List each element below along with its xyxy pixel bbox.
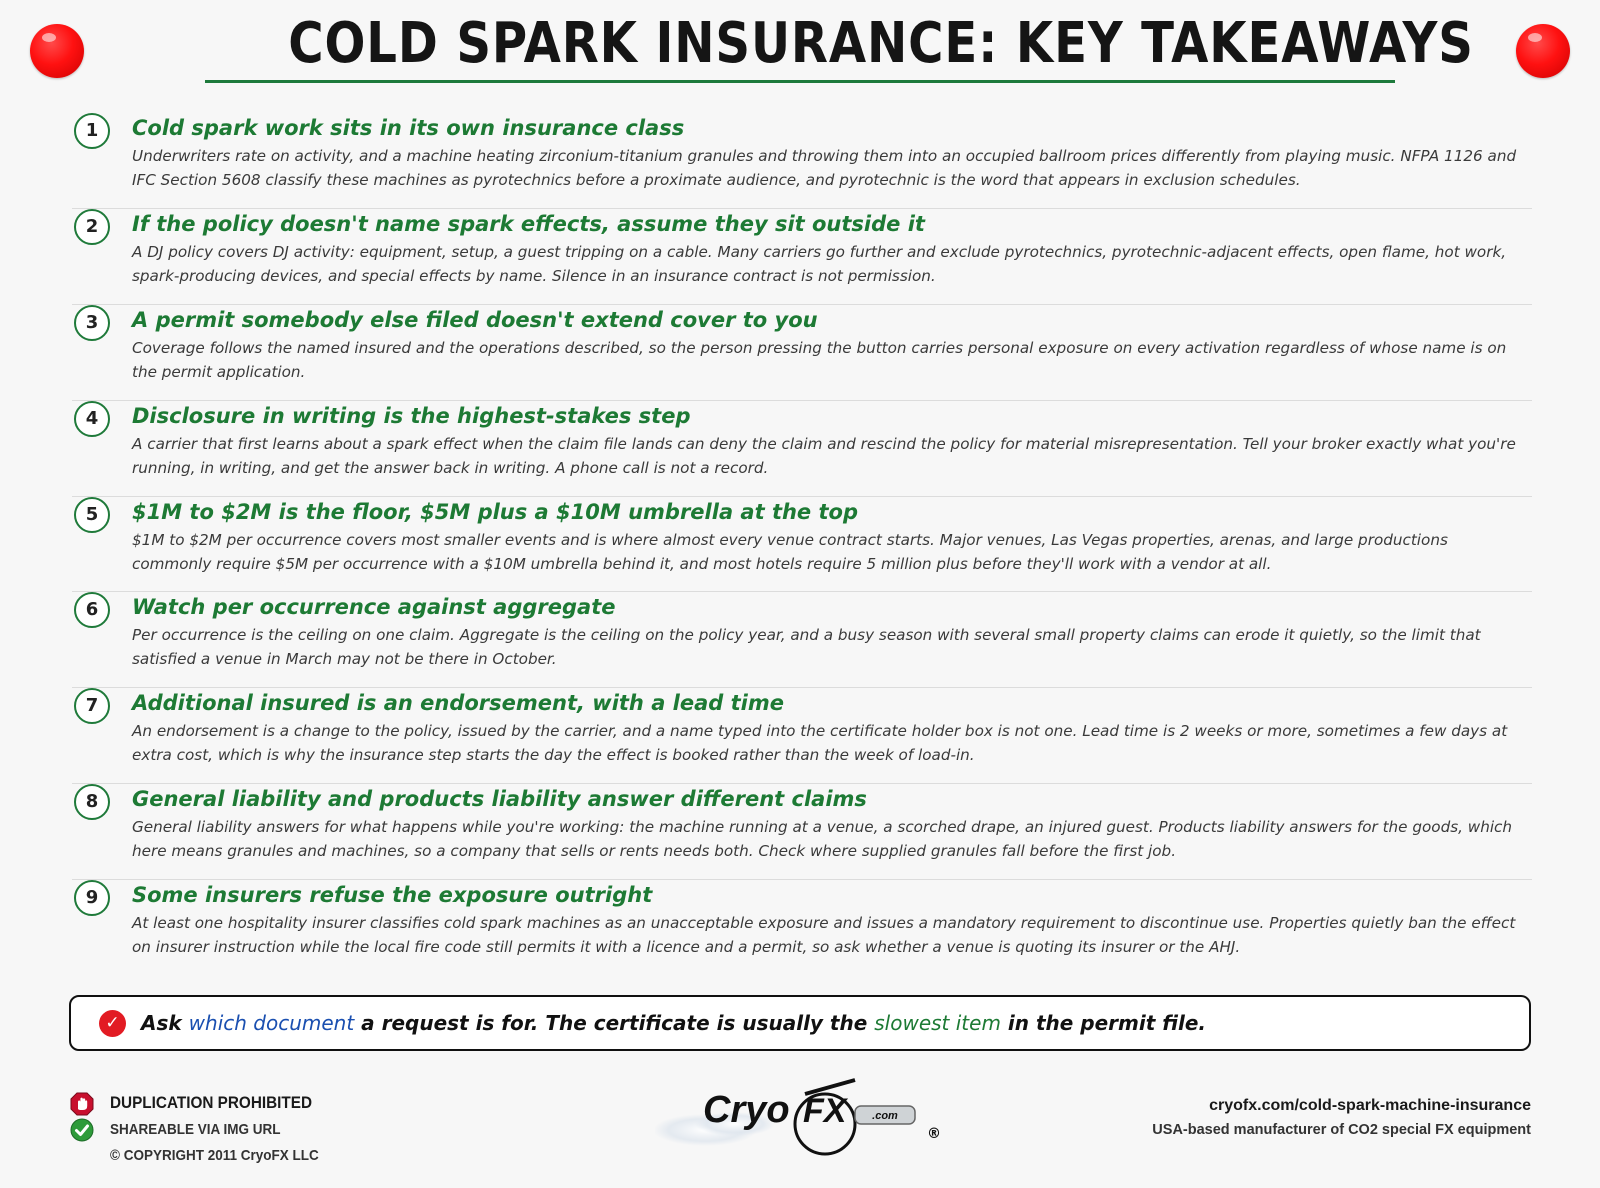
takeaway-body: Per occurrence is the ceiling on one claim. Aggregate is the ceiling on the policy year, and a busy season with several small property claims can erode it quietly, so the limit that satisfied a venue in March may not be there in October. [132, 626, 1481, 669]
logo-com-text: .com [872, 1110, 898, 1122]
callout-part1: Ask [141, 1011, 189, 1035]
takeaway-item [72, 209, 1532, 305]
red-dot-icon-left [30, 24, 84, 78]
takeaway-body: A carrier that first learns about a spark effect when the claim file lands can deny the claim and rescind the policy for material misrepresentation. Tell your broker exactly what you're running, in writing, and get the answer back in writing. A phone call is not a record. [132, 434, 1516, 477]
page-title: COLD SPARK INSURANCE: KEY TAKEAWAYS [288, 11, 1474, 76]
cryofx-logo [655, 1072, 955, 1164]
number-badge: 2 [74, 209, 110, 245]
source-url[interactable]: cryofx.com/cold-spark-machine-insurance [1209, 1097, 1531, 1114]
takeaway-body: A DJ policy covers DJ activity: equipment, setup, a guest tripping on a cable. Many carriers go further and exclude pyrotechnics, pyrotechnic-adjacent effects, open flame, hot work, spark-producing devices, and special effects by name. Silence in an insurance contract is not permission. [132, 242, 1507, 285]
takeaway-title: Cold spark work sits in its own insurance class [132, 116, 685, 140]
takeaway-title: Disclosure in writing is the highest-stakes step [132, 403, 691, 428]
footer-source [1152, 1094, 1531, 1142]
number-badge: 4 [74, 401, 110, 437]
takeaway-item [72, 880, 1532, 976]
number-badge: 1 [74, 113, 110, 149]
takeaway-title: If the policy doesn't name spark effects, assume they sit outside it [132, 211, 925, 236]
takeaway-body: Coverage follows the named insured and the operations described, so the person pressing the button carries personal exposure on every activation regardless of whose name is on the permit application. [132, 338, 1507, 381]
takeaway-item [72, 401, 1532, 497]
logo-fx-text: FX [803, 1092, 847, 1130]
callout-part3: in the permit file. [1000, 1011, 1207, 1035]
takeaway-title: General liability and products liability answer different claims [132, 787, 867, 812]
takeaway-item [72, 784, 1532, 880]
number-badge: 5 [74, 497, 110, 533]
shareable-text: SHAREABLE VIA IMG URL [110, 1121, 281, 1138]
copyright-text: © COPYRIGHT 2011 CryoFX LLC [110, 1147, 319, 1164]
takeaway-body: Underwriters rate on activity, and a machine heating zirconium-titanium granules and throwing them into an occupied ballroom prices differently from playing music. NFPA 1126 and IFC Section 5608 classify these machines as pyrotechnics before a proximate audience, and pyrotechnic is the word that appears in exclusion schedules. [132, 147, 1517, 189]
number-badge: 8 [74, 784, 110, 820]
red-dot-icon-right [1516, 24, 1570, 78]
green-check-icon [70, 1118, 94, 1142]
check-circle-icon: ✓ [99, 1010, 126, 1037]
takeaway-item [72, 113, 1532, 209]
takeaway-body: An endorsement is a change to the policy, issued by the carrier, and a name typed into the certificate holder box is not one. Lead time is 2 weeks or more, sometimes a few days at extra cost, which is why the insurance step starts the day the effect is booked rather than the week of load-in. [132, 722, 1508, 765]
takeaway-item [72, 305, 1532, 401]
takeaway-title: Additional insured is an endorsement, with a lead time [132, 691, 784, 716]
number-badge: 6 [74, 592, 110, 628]
number-badge: 7 [74, 688, 110, 724]
logo-registered-mark: ® [927, 1126, 941, 1142]
takeaway-item [72, 497, 1532, 593]
takeaway-list [72, 113, 1532, 976]
callout-part2: a request is for. The certificate is usually the [354, 1011, 875, 1035]
takeaway-title: A permit somebody else filed doesn't extend cover to you [132, 307, 818, 332]
tip-callout [69, 995, 1531, 1051]
callout-highlight-document: which document [188, 1011, 355, 1035]
callout-highlight-slowest: slowest item [874, 1011, 1001, 1035]
logo-cryo-text: Cryo [703, 1089, 790, 1131]
takeaway-item [72, 688, 1532, 784]
stop-hand-icon [70, 1092, 94, 1116]
callout-text [141, 1008, 1509, 1038]
takeaway-title: Some insurers refuse the exposure outright [132, 883, 653, 908]
takeaway-body: $1M to $2M per occurrence covers most smaller events and is where almost every venue contract starts. Major venues, Las Vegas properties, arenas, and large productions commonly require $5M per occurrence with a $10M umbrella behind it, and most hotels require 5 million plus before they'll work with a vendor at all. [132, 530, 1448, 573]
company-tagline: USA-based manufacturer of CO2 special FX equipment [1152, 1122, 1531, 1138]
takeaway-title: Watch per occurrence against aggregate [132, 595, 616, 620]
takeaway-title: $1M to $2M is the floor, $5M plus a $10M umbrella at the top [132, 499, 858, 524]
duplication-text: DUPLICATION PROHIBITED [110, 1093, 313, 1112]
number-badge: 3 [74, 305, 110, 341]
takeaway-body: General liability answers for what happens while you're working: the machine running at a venue, a scorched drape, an injured guest. Products liability answers for the goods, which here means granules and machines, so a company that sells or rents needs both. Check where supplied granules fall before the first job. [132, 818, 1513, 861]
takeaway-body: At least one hospitality insurer classifies cold spark machines as an unacceptable exposure and issues a mandatory requirement to discontinue use. Properties quietly ban the effect on insurer instruction while the local fire code still permits it with a licence and a permit, so ask whether a venue is quoting its insurer or the AHJ. [132, 914, 1516, 957]
title-underline [205, 80, 1395, 83]
takeaway-item [72, 592, 1532, 688]
number-badge: 9 [74, 880, 110, 916]
